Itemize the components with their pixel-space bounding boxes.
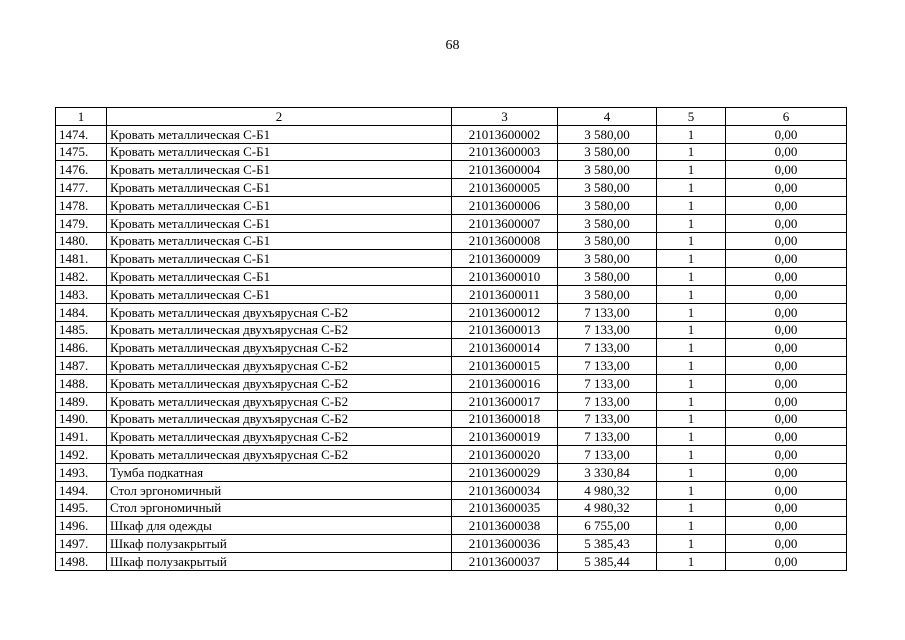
item-value: 0,00 bbox=[726, 446, 847, 464]
item-quantity: 1 bbox=[657, 357, 726, 375]
header-col-4: 4 bbox=[558, 108, 657, 126]
item-price: 3 580,00 bbox=[558, 161, 657, 179]
table-row bbox=[56, 250, 847, 268]
row-number: 1475. bbox=[56, 143, 107, 161]
item-name: Кровать металлическая двухъярусная С-Б2 bbox=[107, 303, 452, 321]
item-quantity: 1 bbox=[657, 392, 726, 410]
item-value: 0,00 bbox=[726, 357, 847, 375]
table-row bbox=[56, 552, 847, 570]
item-name: Шкаф для одежды bbox=[107, 517, 452, 535]
inventory-table-body bbox=[56, 108, 847, 571]
item-value: 0,00 bbox=[726, 321, 847, 339]
item-price: 7 133,00 bbox=[558, 339, 657, 357]
table-row bbox=[56, 268, 847, 286]
item-value: 0,00 bbox=[726, 179, 847, 197]
inventory-code: 21013600035 bbox=[452, 499, 558, 517]
item-value: 0,00 bbox=[726, 125, 847, 143]
item-value: 0,00 bbox=[726, 428, 847, 446]
item-name: Стол эргономичный bbox=[107, 499, 452, 517]
inventory-code: 21013600015 bbox=[452, 357, 558, 375]
row-number: 1489. bbox=[56, 392, 107, 410]
item-name: Кровать металлическая двухъярусная С-Б2 bbox=[107, 392, 452, 410]
table-row bbox=[56, 125, 847, 143]
inventory-code: 21013600018 bbox=[452, 410, 558, 428]
row-number: 1496. bbox=[56, 517, 107, 535]
item-value: 0,00 bbox=[726, 285, 847, 303]
item-name: Кровать металлическая С-Б1 bbox=[107, 285, 452, 303]
item-name: Кровать металлическая двухъярусная С-Б2 bbox=[107, 410, 452, 428]
item-quantity: 1 bbox=[657, 552, 726, 570]
item-value: 0,00 bbox=[726, 374, 847, 392]
item-price: 3 580,00 bbox=[558, 268, 657, 286]
inventory-code: 21013600006 bbox=[452, 196, 558, 214]
inventory-code: 21013600002 bbox=[452, 125, 558, 143]
item-name: Кровать металлическая С-Б1 bbox=[107, 143, 452, 161]
item-name: Тумба подкатная bbox=[107, 463, 452, 481]
item-quantity: 1 bbox=[657, 446, 726, 464]
item-name: Кровать металлическая двухъярусная С-Б2 bbox=[107, 374, 452, 392]
item-quantity: 1 bbox=[657, 232, 726, 250]
table-row bbox=[56, 535, 847, 553]
item-name: Кровать металлическая С-Б1 bbox=[107, 125, 452, 143]
item-price: 7 133,00 bbox=[558, 392, 657, 410]
row-number: 1498. bbox=[56, 552, 107, 570]
item-quantity: 1 bbox=[657, 481, 726, 499]
item-price: 7 133,00 bbox=[558, 374, 657, 392]
item-price: 7 133,00 bbox=[558, 303, 657, 321]
header-col-6: 6 bbox=[726, 108, 847, 126]
item-quantity: 1 bbox=[657, 499, 726, 517]
table-row bbox=[56, 232, 847, 250]
table-row bbox=[56, 303, 847, 321]
row-number: 1497. bbox=[56, 535, 107, 553]
item-value: 0,00 bbox=[726, 143, 847, 161]
item-name: Кровать металлическая С-Б1 bbox=[107, 268, 452, 286]
item-price: 3 580,00 bbox=[558, 250, 657, 268]
item-quantity: 1 bbox=[657, 303, 726, 321]
table-row bbox=[56, 374, 847, 392]
table-row bbox=[56, 179, 847, 197]
table-header-row bbox=[56, 108, 847, 126]
table-row bbox=[56, 285, 847, 303]
inventory-code: 21013600010 bbox=[452, 268, 558, 286]
item-name: Кровать металлическая С-Б1 bbox=[107, 196, 452, 214]
row-number: 1479. bbox=[56, 214, 107, 232]
item-price: 7 133,00 bbox=[558, 428, 657, 446]
inventory-code: 21013600014 bbox=[452, 339, 558, 357]
item-name: Стол эргономичный bbox=[107, 481, 452, 499]
inventory-code: 21013600011 bbox=[452, 285, 558, 303]
row-number: 1488. bbox=[56, 374, 107, 392]
item-name: Кровать металлическая двухъярусная С-Б2 bbox=[107, 357, 452, 375]
table-row bbox=[56, 214, 847, 232]
item-name: Кровать металлическая двухъярусная С-Б2 bbox=[107, 446, 452, 464]
header-col-2: 2 bbox=[107, 108, 452, 126]
item-quantity: 1 bbox=[657, 250, 726, 268]
row-number: 1474. bbox=[56, 125, 107, 143]
item-quantity: 1 bbox=[657, 268, 726, 286]
item-value: 0,00 bbox=[726, 196, 847, 214]
item-name: Кровать металлическая С-Б1 bbox=[107, 214, 452, 232]
item-quantity: 1 bbox=[657, 428, 726, 446]
table-row bbox=[56, 321, 847, 339]
row-number: 1493. bbox=[56, 463, 107, 481]
item-value: 0,00 bbox=[726, 410, 847, 428]
item-name: Кровать металлическая С-Б1 bbox=[107, 232, 452, 250]
item-quantity: 1 bbox=[657, 196, 726, 214]
table-row bbox=[56, 481, 847, 499]
table-row bbox=[56, 143, 847, 161]
item-value: 0,00 bbox=[726, 481, 847, 499]
item-quantity: 1 bbox=[657, 143, 726, 161]
item-quantity: 1 bbox=[657, 535, 726, 553]
item-quantity: 1 bbox=[657, 339, 726, 357]
item-value: 0,00 bbox=[726, 463, 847, 481]
item-value: 0,00 bbox=[726, 392, 847, 410]
inventory-code: 21013600005 bbox=[452, 179, 558, 197]
row-number: 1485. bbox=[56, 321, 107, 339]
row-number: 1480. bbox=[56, 232, 107, 250]
inventory-code: 21013600029 bbox=[452, 463, 558, 481]
item-price: 3 580,00 bbox=[558, 196, 657, 214]
row-number: 1482. bbox=[56, 268, 107, 286]
row-number: 1487. bbox=[56, 357, 107, 375]
table-row bbox=[56, 499, 847, 517]
inventory-code: 21013600034 bbox=[452, 481, 558, 499]
item-value: 0,00 bbox=[726, 214, 847, 232]
item-value: 0,00 bbox=[726, 250, 847, 268]
table-row bbox=[56, 392, 847, 410]
inventory-code: 21013600036 bbox=[452, 535, 558, 553]
item-price: 3 580,00 bbox=[558, 285, 657, 303]
item-quantity: 1 bbox=[657, 463, 726, 481]
row-number: 1483. bbox=[56, 285, 107, 303]
inventory-code: 21013600012 bbox=[452, 303, 558, 321]
item-name: Кровать металлическая двухъярусная С-Б2 bbox=[107, 321, 452, 339]
item-price: 5 385,44 bbox=[558, 552, 657, 570]
item-price: 3 580,00 bbox=[558, 214, 657, 232]
inventory-code: 21013600009 bbox=[452, 250, 558, 268]
item-price: 4 980,32 bbox=[558, 481, 657, 499]
table-row bbox=[56, 428, 847, 446]
item-value: 0,00 bbox=[726, 339, 847, 357]
row-number: 1484. bbox=[56, 303, 107, 321]
item-price: 6 755,00 bbox=[558, 517, 657, 535]
row-number: 1476. bbox=[56, 161, 107, 179]
item-value: 0,00 bbox=[726, 517, 847, 535]
header-col-1: 1 bbox=[56, 108, 107, 126]
row-number: 1490. bbox=[56, 410, 107, 428]
table-row bbox=[56, 339, 847, 357]
inventory-code: 21013600037 bbox=[452, 552, 558, 570]
inventory-code: 21013600016 bbox=[452, 374, 558, 392]
table-row bbox=[56, 463, 847, 481]
inventory-code: 21013600007 bbox=[452, 214, 558, 232]
inventory-code: 21013600019 bbox=[452, 428, 558, 446]
item-value: 0,00 bbox=[726, 535, 847, 553]
item-name: Кровать металлическая С-Б1 bbox=[107, 250, 452, 268]
item-quantity: 1 bbox=[657, 517, 726, 535]
row-number: 1481. bbox=[56, 250, 107, 268]
row-number: 1494. bbox=[56, 481, 107, 499]
item-value: 0,00 bbox=[726, 499, 847, 517]
item-price: 3 330,84 bbox=[558, 463, 657, 481]
item-value: 0,00 bbox=[726, 161, 847, 179]
inventory-code: 21013600013 bbox=[452, 321, 558, 339]
item-price: 7 133,00 bbox=[558, 446, 657, 464]
inventory-code: 21013600020 bbox=[452, 446, 558, 464]
item-name: Кровать металлическая двухъярусная С-Б2 bbox=[107, 339, 452, 357]
item-price: 3 580,00 bbox=[558, 143, 657, 161]
item-price: 4 980,32 bbox=[558, 499, 657, 517]
item-price: 3 580,00 bbox=[558, 179, 657, 197]
item-quantity: 1 bbox=[657, 374, 726, 392]
item-name: Кровать металлическая С-Б1 bbox=[107, 179, 452, 197]
header-col-5: 5 bbox=[657, 108, 726, 126]
row-number: 1478. bbox=[56, 196, 107, 214]
inventory-code: 21013600008 bbox=[452, 232, 558, 250]
item-value: 0,00 bbox=[726, 268, 847, 286]
table-row bbox=[56, 196, 847, 214]
inventory-code: 21013600004 bbox=[452, 161, 558, 179]
item-value: 0,00 bbox=[726, 552, 847, 570]
table-row bbox=[56, 410, 847, 428]
item-price: 5 385,43 bbox=[558, 535, 657, 553]
table-row bbox=[56, 517, 847, 535]
item-quantity: 1 bbox=[657, 410, 726, 428]
row-number: 1486. bbox=[56, 339, 107, 357]
item-quantity: 1 bbox=[657, 321, 726, 339]
inventory-code: 21013600017 bbox=[452, 392, 558, 410]
inventory-code: 21013600038 bbox=[452, 517, 558, 535]
item-name: Шкаф полузакрытый bbox=[107, 535, 452, 553]
row-number: 1491. bbox=[56, 428, 107, 446]
row-number: 1477. bbox=[56, 179, 107, 197]
item-quantity: 1 bbox=[657, 125, 726, 143]
item-price: 3 580,00 bbox=[558, 232, 657, 250]
item-quantity: 1 bbox=[657, 161, 726, 179]
item-quantity: 1 bbox=[657, 285, 726, 303]
item-quantity: 1 bbox=[657, 179, 726, 197]
page-number: 68 bbox=[445, 38, 460, 53]
table-row bbox=[56, 446, 847, 464]
item-price: 7 133,00 bbox=[558, 321, 657, 339]
row-number: 1492. bbox=[56, 446, 107, 464]
item-price: 3 580,00 bbox=[558, 125, 657, 143]
inventory-table bbox=[55, 107, 847, 571]
item-price: 7 133,00 bbox=[558, 357, 657, 375]
item-quantity: 1 bbox=[657, 214, 726, 232]
item-name: Шкаф полузакрытый bbox=[107, 552, 452, 570]
row-number: 1495. bbox=[56, 499, 107, 517]
table-row bbox=[56, 357, 847, 375]
item-name: Кровать металлическая С-Б1 bbox=[107, 161, 452, 179]
item-name: Кровать металлическая двухъярусная С-Б2 bbox=[107, 428, 452, 446]
item-price: 7 133,00 bbox=[558, 410, 657, 428]
header-col-3: 3 bbox=[452, 108, 558, 126]
item-value: 0,00 bbox=[726, 303, 847, 321]
inventory-code: 21013600003 bbox=[452, 143, 558, 161]
table-row bbox=[56, 161, 847, 179]
item-value: 0,00 bbox=[726, 232, 847, 250]
